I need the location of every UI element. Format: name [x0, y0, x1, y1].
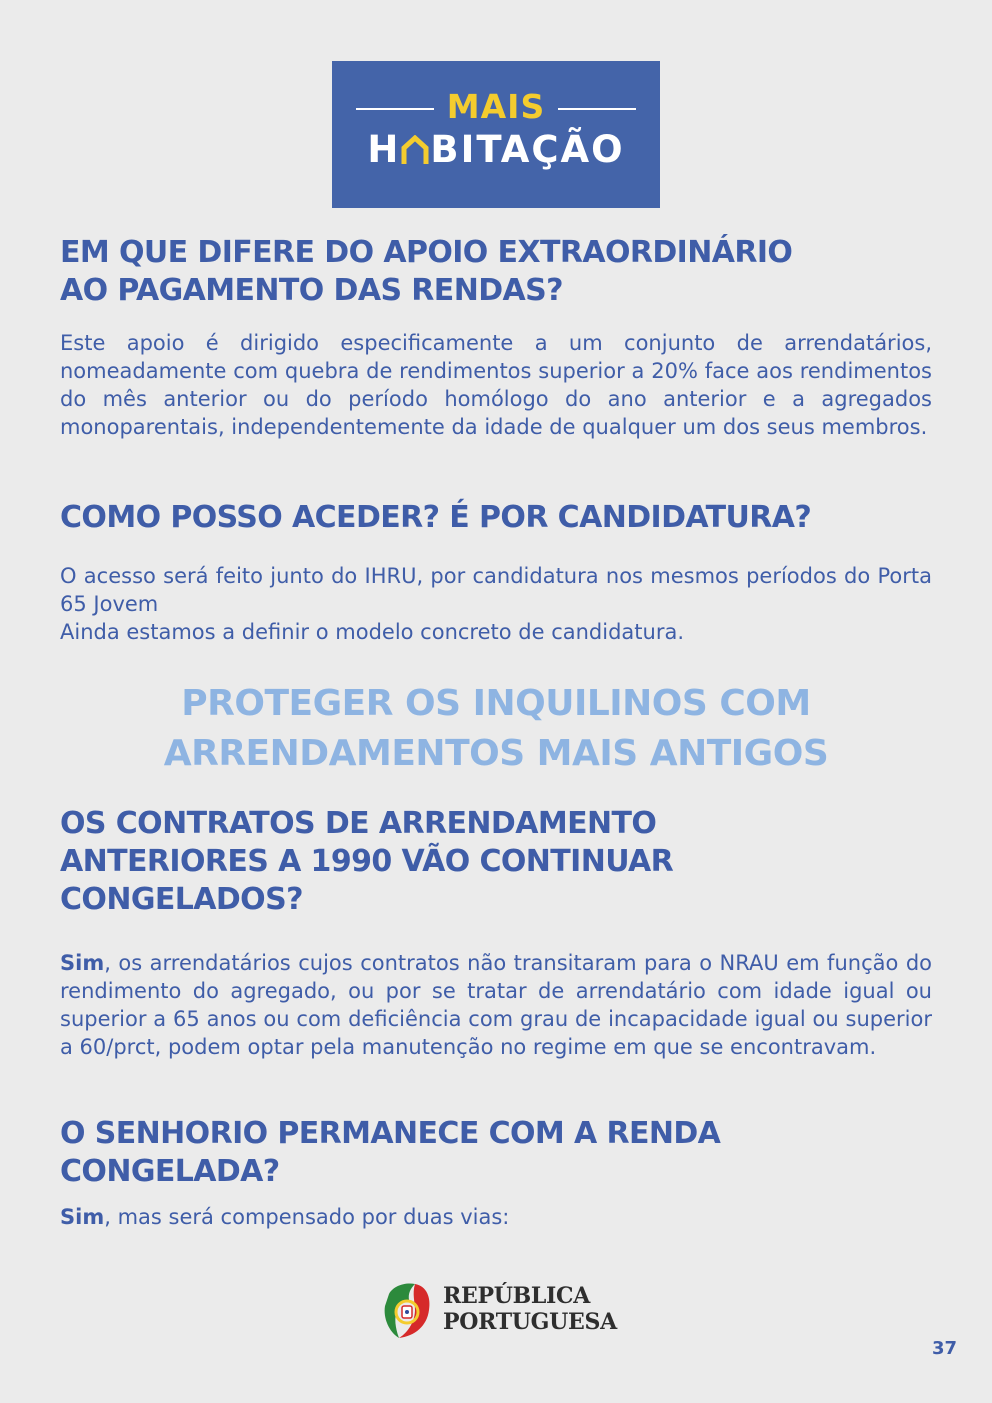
page-number: 37 [931, 1338, 957, 1359]
banner-heading-line2: ARRENDAMENTOS MAIS ANTIGOS [163, 733, 829, 774]
section4-body-text: , mas será compensado por duas vias: [104, 1205, 510, 1229]
section4-body-bold: Sim [60, 1205, 105, 1229]
republica-portuguesa-emblem-icon [383, 1280, 431, 1348]
logo-habitacao-text [332, 128, 660, 171]
section1-heading-line1: EM QUE DIFERE DO APOIO EXTRAORDINÁRIO [60, 235, 793, 270]
section3-body [60, 949, 932, 1061]
section3-body-text: , os arrendatários cujos contratos não transitaram para o NRAU em função do rendimento do agregado, ou por se tratar de arrendatário com idade igual ou superior a 65 anos ou com deficiência com grau de incapacidade igual ou superior a 60/prct, podem optar pela manutenção no regime em que se encontravam. [60, 951, 932, 1059]
house-icon [401, 134, 429, 164]
logo-h-letter: H [367, 128, 401, 171]
section3-heading-line1: OS CONTRATOS DE ARRENDAMENTO [60, 806, 657, 841]
section4-body [60, 1203, 932, 1231]
banner-heading-line1: PROTEGER OS INQUILINOS COM [181, 683, 811, 724]
section4-heading-line1: O SENHORIO PERMANECE COM A RENDA [60, 1116, 721, 1151]
logo-mais-text: MAIS [446, 87, 546, 126]
section1-body: Este apoio é dirigido especificamente a um conjunto de arrendatários, nomeadamente com quebra de rendimentos superior a 20% face aos rendimentos do mês anterior ou do período homólogo do ano anterior e a agregados monoparentais, independentemente da idade de qualquer um dos seus membros. [60, 331, 932, 439]
section2-body-line1: O acesso será feito junto do IHRU, por candidatura nos mesmos períodos do Porta 65 Jovem [60, 564, 932, 616]
section1-heading-line2: AO PAGAMENTO DAS RENDAS? [60, 273, 563, 308]
section3-body-bold: Sim [60, 951, 105, 975]
org-name-line2: PORTUGUESA [443, 1309, 617, 1335]
logo-bitacao-text: BITAÇÃO [430, 128, 625, 171]
section2-body-line2: Ainda estamos a definir o modelo concreto de candidatura. [60, 620, 685, 644]
org-name-line1: REPÚBLICA [443, 1283, 591, 1309]
section4-heading-line2: CONGELADA? [60, 1154, 280, 1189]
section3-heading-line2: ANTERIORES A 1990 VÃO CONTINUAR [60, 844, 674, 879]
section3-heading-line3: CONGELADOS? [60, 882, 303, 917]
republica-portuguesa-wordmark [443, 1283, 617, 1335]
mais-habitacao-logo [332, 61, 660, 208]
section2-heading: COMO POSSO ACEDER? É POR CANDIDATURA? [60, 500, 812, 535]
